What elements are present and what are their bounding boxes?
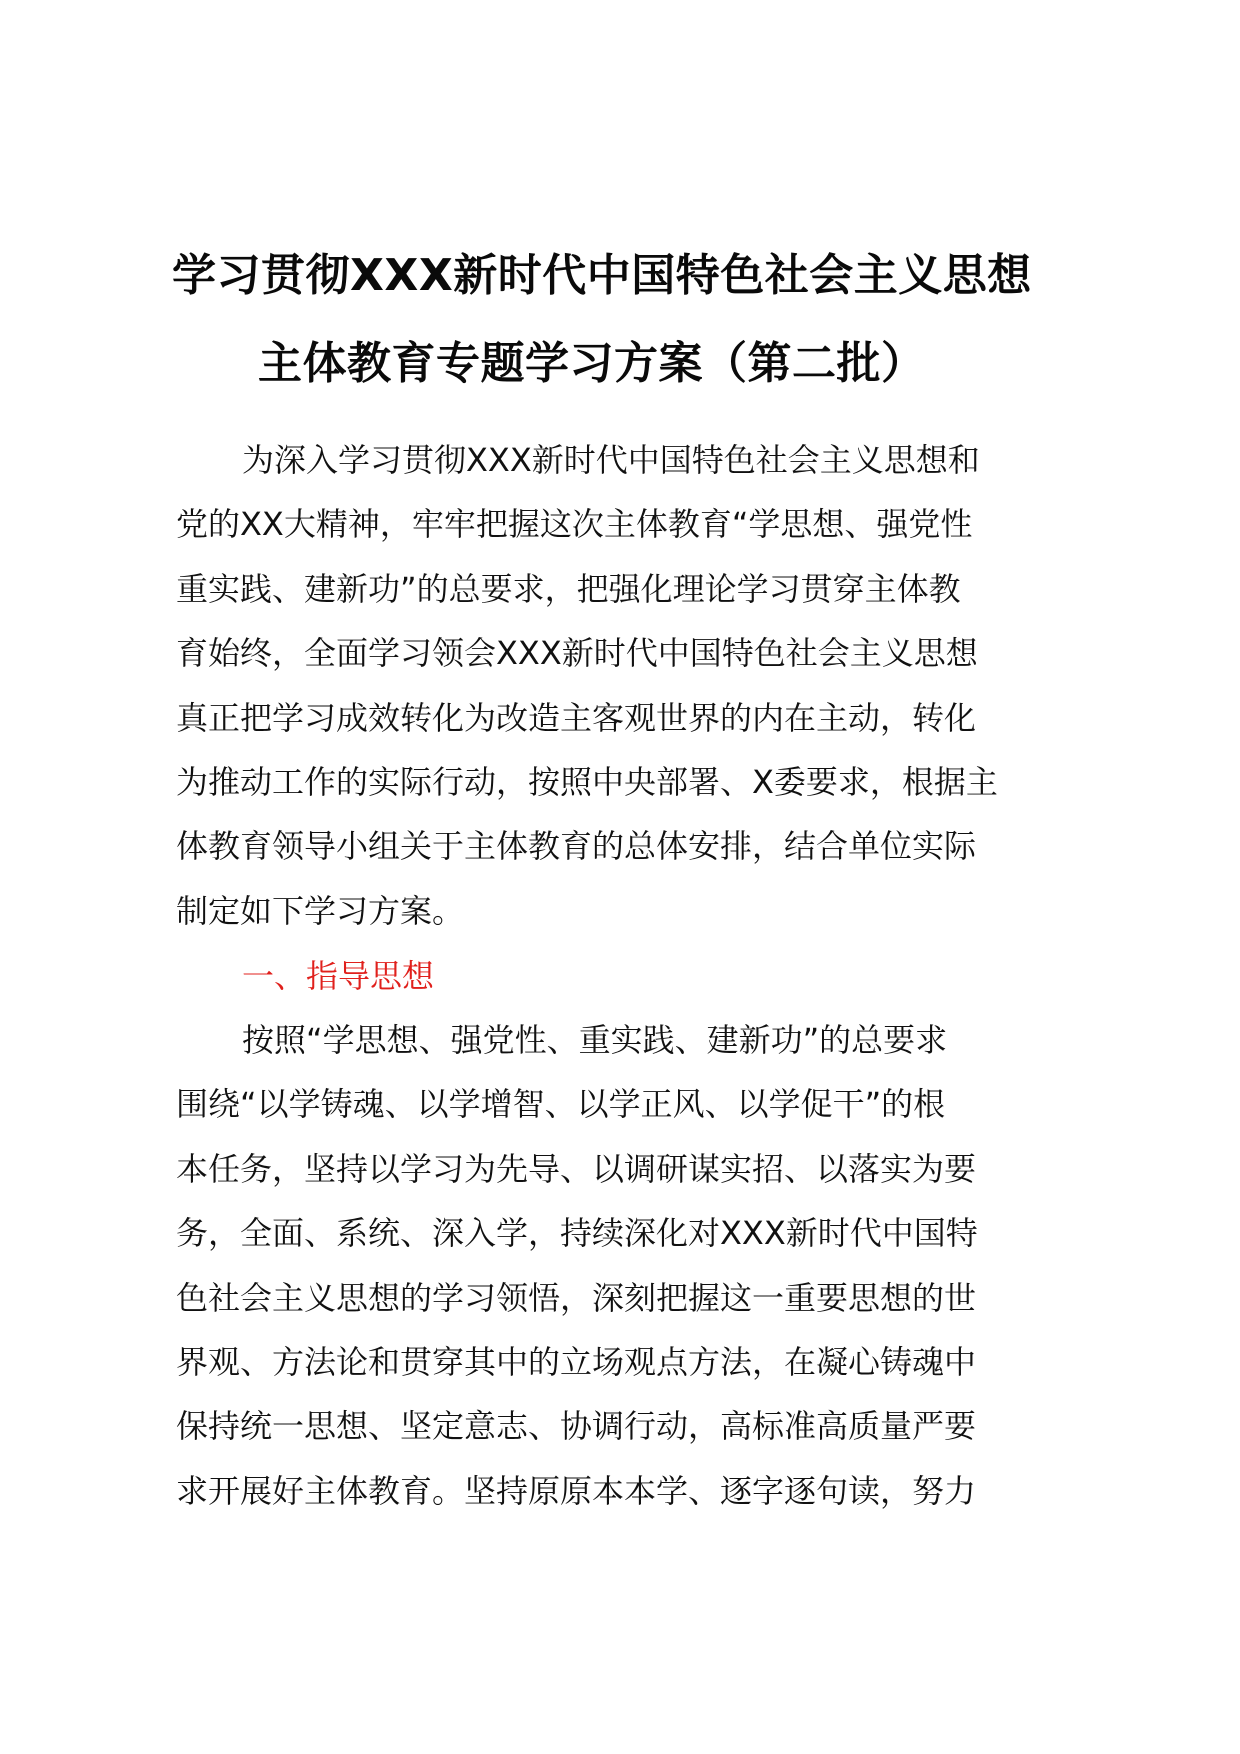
paragraph-line: 重实践、建新功”的总要求，把强化理论学习贯穿主体教 bbox=[176, 569, 961, 608]
paragraph-line: 求开展好主体教育。坚持原原本本学、逐字逐句读，努力 bbox=[176, 1471, 977, 1510]
paragraph-line: 育始终，全面学习领会XXX新时代中国特色社会主义思想 bbox=[176, 634, 978, 673]
intro-paragraph bbox=[176, 428, 1106, 943]
paragraph-line: 为深入学习贯彻XXX新时代中国特色社会主义思想和 bbox=[242, 441, 980, 479]
paragraph-line: 体教育领导小组关于主体教育的总体安排，结合单位实际 bbox=[176, 827, 977, 866]
guiding-ideology-paragraph bbox=[176, 1008, 1106, 1523]
paragraph-line: 保持统一思想、坚定意志、协调行动，高标准高质量严要 bbox=[176, 1407, 977, 1446]
paragraph-line: 党的XX大精神，牢牢把握这次主体教育“学思想、强党性 bbox=[176, 505, 973, 544]
section-heading-guiding-ideology bbox=[176, 944, 1106, 1008]
section-heading-text: 一、指导思想 bbox=[242, 957, 435, 995]
paragraph-line: 本任务，坚持以学习为先导、以调研谋实招、以落实为要 bbox=[176, 1149, 977, 1188]
paragraph-line: 真正把学习成效转化为改造主客观世界的内在主动，转化 bbox=[176, 698, 977, 737]
paragraph-line: 按照“学思想、强党性、重实践、建新功”的总要求 bbox=[242, 1021, 948, 1059]
paragraph-line: 为推动工作的实际行动，按照中央部署、X委要求，根据主 bbox=[176, 762, 998, 801]
paragraph-line: 制定如下学习方案。 bbox=[176, 891, 465, 930]
paragraph-line: 围绕“以学铸魂、以学增智、以学正风、以学促干”的根 bbox=[176, 1085, 946, 1124]
paragraph-line: 色社会主义思想的学习领悟，深刻把握这一重要思想的世 bbox=[176, 1278, 977, 1317]
document-title-line-1: 学习贯彻XXX新时代中国特色社会主义思想 bbox=[172, 250, 1032, 301]
paragraph-line: 务，全面、系统、深入学，持续深化对XXX新时代中国特 bbox=[176, 1214, 978, 1253]
paragraph-line: 界观、方法论和贯穿其中的立场观点方法，在凝心铸魂中 bbox=[176, 1342, 977, 1381]
document-title-line-2: 主体教育专题学习方案（第二批） bbox=[258, 338, 926, 389]
